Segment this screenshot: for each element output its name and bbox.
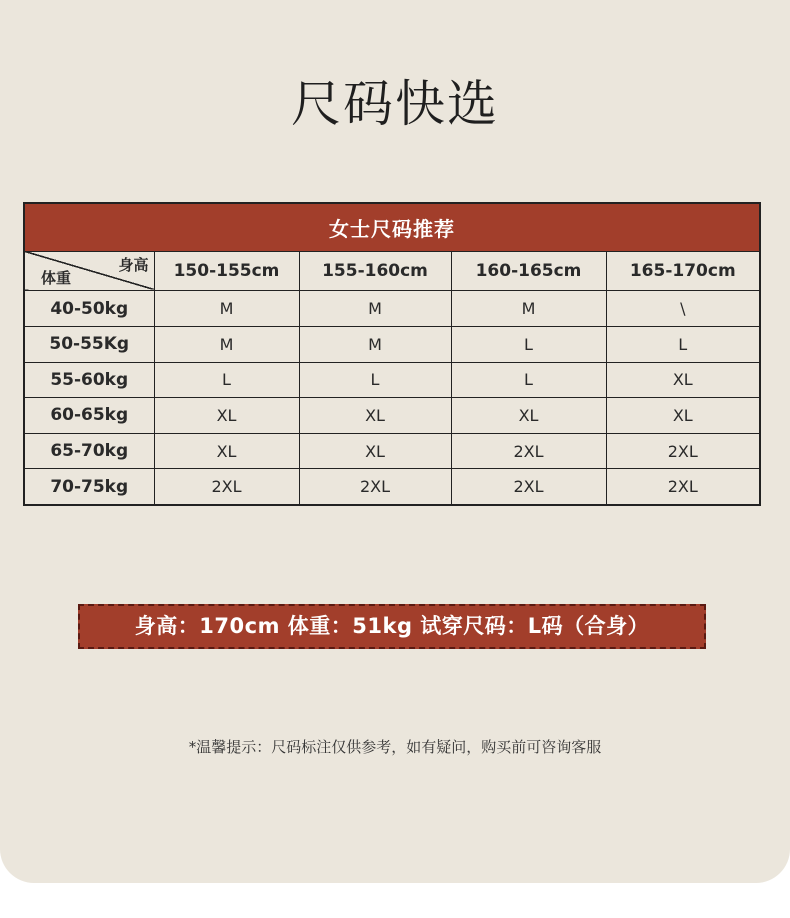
height-header: 165-170cm — [606, 251, 760, 291]
size-cell: M — [154, 291, 299, 327]
corner-height-label: 身高 — [118, 255, 149, 274]
model-fit-example-banner: 身高：170cm 体重：51kg 试穿尺码：L码（合身） — [78, 604, 706, 649]
table-header-row — [24, 251, 760, 291]
size-cell: \ — [606, 291, 760, 327]
size-chart-table — [23, 202, 761, 506]
table-row — [24, 327, 760, 363]
size-cell: M — [299, 291, 451, 327]
size-cell: XL — [154, 398, 299, 434]
weight-cell: 55-60kg — [24, 362, 154, 398]
weight-cell: 65-70kg — [24, 433, 154, 469]
table-title: 女士尺码推荐 — [24, 203, 760, 251]
table-row — [24, 291, 760, 327]
size-cell: L — [451, 327, 606, 363]
size-cell: XL — [606, 398, 760, 434]
size-cell: 2XL — [451, 433, 606, 469]
size-cell: 2XL — [451, 469, 606, 505]
size-cell: XL — [606, 362, 760, 398]
size-cell: L — [606, 327, 760, 363]
height-header: 150-155cm — [154, 251, 299, 291]
corner-cell — [24, 251, 154, 291]
size-cell: 2XL — [299, 469, 451, 505]
size-cell: 2XL — [154, 469, 299, 505]
weight-cell: 40-50kg — [24, 291, 154, 327]
page-title: 尺码快选 — [291, 75, 499, 133]
table-row — [24, 433, 760, 469]
weight-cell: 70-75kg — [24, 469, 154, 505]
height-header: 155-160cm — [299, 251, 451, 291]
size-cell: XL — [451, 398, 606, 434]
table-row — [24, 398, 760, 434]
table-row — [24, 469, 760, 505]
size-cell: L — [299, 362, 451, 398]
weight-cell: 60-65kg — [24, 398, 154, 434]
size-cell: 2XL — [606, 469, 760, 505]
size-cell: M — [154, 327, 299, 363]
corner-weight-label: 体重 — [41, 269, 72, 288]
size-cell: M — [451, 291, 606, 327]
size-cell: 2XL — [606, 433, 760, 469]
size-cell: M — [299, 327, 451, 363]
size-cell: L — [154, 362, 299, 398]
height-header: 160-165cm — [451, 251, 606, 291]
size-cell: XL — [154, 433, 299, 469]
table-row — [24, 362, 760, 398]
weight-cell: 50-55Kg — [24, 327, 154, 363]
size-cell: XL — [299, 433, 451, 469]
size-cell: XL — [299, 398, 451, 434]
size-cell: L — [451, 362, 606, 398]
size-notice: *温馨提示：尺码标注仅供参考，如有疑问，购买前可咨询客服 — [188, 738, 602, 756]
